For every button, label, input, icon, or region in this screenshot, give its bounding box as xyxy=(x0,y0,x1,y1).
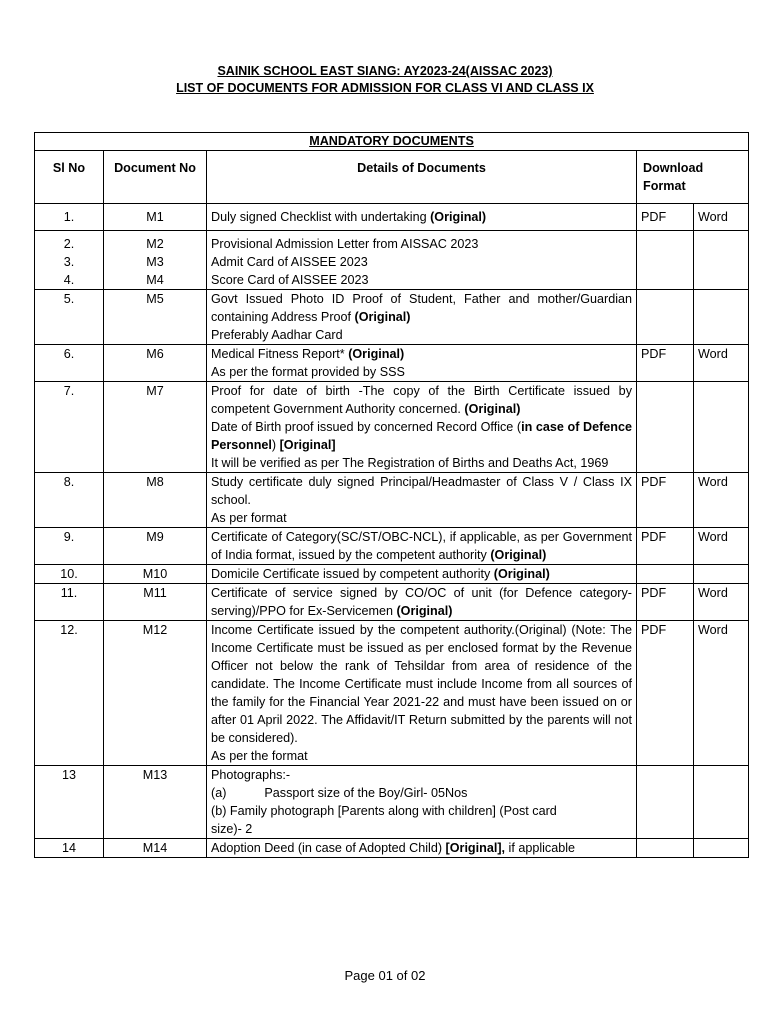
word-cell xyxy=(694,565,749,584)
doc-details: Certificate of Category(SC/ST/OBC-NCL), if applicable, as per Government of India format, issued by the competent authority (Original) xyxy=(207,528,637,565)
pdf-cell xyxy=(637,565,694,584)
pdf-link[interactable]: PDF xyxy=(637,345,694,382)
table-row xyxy=(35,621,749,766)
header-download-format: Download Format xyxy=(637,151,749,204)
pdf-link[interactable]: PDF xyxy=(637,204,694,231)
doc-no: M11 xyxy=(104,584,207,621)
doc-no: M9 xyxy=(104,528,207,565)
sl-no: 13 xyxy=(35,766,104,839)
word-cell xyxy=(694,839,749,858)
doc-no: M6 xyxy=(104,345,207,382)
doc-details: Income Certificate issued by the competent authority.(Original) (Note: The Income Certificate must be issued as per enclosed format by the Revenue Officer not below the rank of Tehsildar from area of residence of the candidate. The Income Certificate must include Income from all sources of the family for the Financial Year 2021-22 and must have been issued on or after 01 April 2022. The Affidavit/IT Return submitted by the parents will not be considered). As per the format xyxy=(207,621,637,766)
word-cell xyxy=(694,231,749,290)
word-cell xyxy=(694,766,749,839)
table-row xyxy=(35,290,749,345)
sl-no: 6. xyxy=(35,345,104,382)
document-subtitle: LIST OF DOCUMENTS FOR ADMISSION FOR CLASS VI AND CLASS IX xyxy=(176,81,594,95)
column-header-row xyxy=(35,151,749,204)
section-header-row xyxy=(35,133,749,151)
word-link[interactable]: Word xyxy=(694,473,749,528)
pdf-cell xyxy=(637,839,694,858)
word-link[interactable]: Word xyxy=(694,528,749,565)
table-row xyxy=(35,231,749,290)
pdf-cell xyxy=(637,382,694,473)
word-link[interactable]: Word xyxy=(694,345,749,382)
doc-no: M13 xyxy=(104,766,207,839)
doc-no: M7 xyxy=(104,382,207,473)
doc-no: M14 xyxy=(104,839,207,858)
pdf-cell xyxy=(637,231,694,290)
doc-details: Duly signed Checklist with undertaking (Original) xyxy=(207,204,637,231)
pdf-link[interactable]: PDF xyxy=(637,621,694,766)
doc-details: Domicile Certificate issued by competent authority (Original) xyxy=(207,565,637,584)
doc-details: Certificate of service signed by CO/OC of unit (for Defence category-serving)/PPO for Ex-Servicemen (Original) xyxy=(207,584,637,621)
table-row xyxy=(35,473,749,528)
table-row xyxy=(35,382,749,473)
doc-details: Medical Fitness Report* (Original) As per the format provided by SSS xyxy=(207,345,637,382)
doc-no: M12 xyxy=(104,621,207,766)
sl-no: 8. xyxy=(35,473,104,528)
doc-details: Study certificate duly signed Principal/Headmaster of Class V / Class IX school. As per format xyxy=(207,473,637,528)
word-link[interactable]: Word xyxy=(694,584,749,621)
doc-no: M8 xyxy=(104,473,207,528)
doc-details: Photographs:- (a) Passport size of the Boy/Girl- 05Nos (b) Family photograph [Parents along with children] (Post card size)- 2 xyxy=(207,766,637,839)
doc-details: Provisional Admission Letter from AISSAC 2023 Admit Card of AISSEE 2023 Score Card of AISSEE 2023 xyxy=(207,231,637,290)
sl-no: 2. 3. 4. xyxy=(35,231,104,290)
doc-details: Adoption Deed (in case of Adopted Child) [Original], if applicable xyxy=(207,839,637,858)
table-row xyxy=(35,839,749,858)
documents-table xyxy=(34,132,749,858)
header-sl-no: Sl No xyxy=(35,151,104,204)
word-link[interactable]: Word xyxy=(694,204,749,231)
pdf-link[interactable]: PDF xyxy=(637,528,694,565)
word-cell xyxy=(694,382,749,473)
word-link[interactable]: Word xyxy=(694,621,749,766)
doc-no: M1 xyxy=(104,204,207,231)
sl-no: 12. xyxy=(35,621,104,766)
pdf-link[interactable]: PDF xyxy=(637,584,694,621)
table-row xyxy=(35,565,749,584)
pdf-link[interactable]: PDF xyxy=(637,473,694,528)
sl-no: 1. xyxy=(35,204,104,231)
word-cell xyxy=(694,290,749,345)
header-details: Details of Documents xyxy=(207,151,637,204)
sl-no: 11. xyxy=(35,584,104,621)
doc-no: M5 xyxy=(104,290,207,345)
sl-no: 9. xyxy=(35,528,104,565)
table-row xyxy=(35,766,749,839)
page-number: Page 01 of 02 xyxy=(344,968,426,983)
doc-no: M2 M3 M4 xyxy=(104,231,207,290)
doc-no: M10 xyxy=(104,565,207,584)
doc-details: Proof for date of birth -The copy of the Birth Certificate issued by competent Government Authority concerned. (Original) Date of Birth proof issued by concerned Record Office (in case of Defence Personnel) [Original] It will be verified as per The Registration of Births and Deaths Act, 1969 xyxy=(207,382,637,473)
pdf-cell xyxy=(637,290,694,345)
pdf-cell xyxy=(637,766,694,839)
table-row xyxy=(35,528,749,565)
sl-no: 14 xyxy=(35,839,104,858)
sl-no: 10. xyxy=(35,565,104,584)
table-row xyxy=(35,204,749,231)
document-title: SAINIK SCHOOL EAST SIANG: AY2023-24(AISSAC 2023) xyxy=(217,64,553,78)
table-row xyxy=(35,584,749,621)
sl-no: 5. xyxy=(35,290,104,345)
sl-no: 7. xyxy=(35,382,104,473)
section-title: MANDATORY DOCUMENTS xyxy=(35,133,749,151)
header-doc-no: Document No xyxy=(104,151,207,204)
doc-details: Govt Issued Photo ID Proof of Student, Father and mother/Guardian containing Address Proof (Original) Preferably Aadhar Card xyxy=(207,290,637,345)
table-row xyxy=(35,345,749,382)
